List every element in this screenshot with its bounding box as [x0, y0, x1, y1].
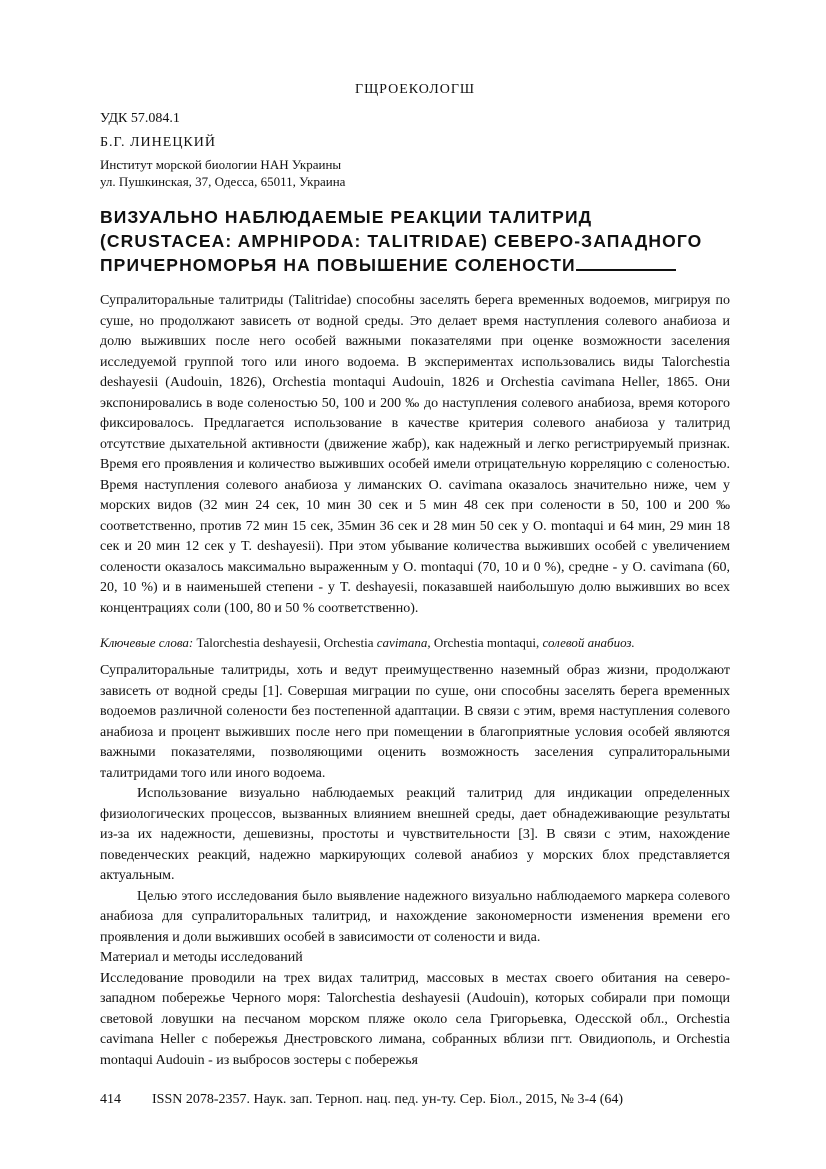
title-line-2: (CRUSTACEA: AMPHIPODA: TALITRIDAE) СЕВЕРО-ЗАПАДНОГО — [100, 231, 703, 251]
article-title — [100, 205, 740, 277]
body-paragraph: Исследование проводили на трех видах талитрид, массовых в местах своего обитания на северо-западном побережье Черного моря: Talorchestia deshayesii (Audouin), которых собирали при помощи световой ловушки на песчаном морском пляже около села Григорьевка, Одесской обл., Orchestia cavimana Heller с побережья Днестровского лимана, собранных вблизи пгт. Овидиополь, и Orchestia montaqui Audouin - из выбросов зостеры с побережья — [100, 970, 730, 1068]
udc-code: УДК 57.084.1 — [100, 111, 180, 126]
journal-section-header: ГЩРОЕКОЛОГШ — [354, 82, 476, 97]
keyword: Orchestia — [323, 635, 374, 650]
body-paragraph: Использование визуально наблюдаемых реакций талитрид для индикации определенных физиологических процессов, вызванных влиянием внешней среды, дает обнадеживающие результаты из-за их надежности, дешевизны, простоты и чувствительности [3]. В связи с этим, нахождение поведенческих реакций, надежно маркирующих солевой анабиоз у морских блох представляется актуальным. — [100, 786, 730, 883]
title-line-1: ВИЗУАЛЬНО НАБЛЮДАЕМЫЕ РЕАКЦИИ ТАЛИТРИД — [100, 207, 593, 227]
page-footer — [100, 1092, 730, 1108]
journal-citation: ISSN 2078-2357. Наук. зап. Терноп. нац. пед. ун-ту. Сер. Біол., 2015, № 3-4 (64) — [152, 1092, 624, 1107]
keyword: Orchestia montaqui, — [433, 635, 540, 650]
affiliation — [100, 156, 345, 190]
keywords — [100, 634, 730, 652]
keyword: Talorchestia deshayesii, — [196, 635, 321, 650]
institution-name: Институт морской биологии НАН Украины — [100, 157, 342, 172]
section-heading: Материал и методы исследований — [100, 950, 303, 965]
keywords-label: Ключевые слова: — [100, 635, 194, 650]
body-paragraph: Целью этого исследования было выявление надежного визуально наблюдаемого маркера солевого анабиоза для супралиторальных талитрид, и нахождение закономерности изменения времени его проявления и доли выживших особей в зависимости от солености и вида. — [100, 888, 730, 945]
abstract-text: Супралиторальные талитриды (Talitridae) способны заселять берега временных водоемов, мигрируя по суше, но продолжают зависеть от водной среды. Это делает время наступления солевого анабиоза и долю выживших после него особей важными показателями при оценке возможности заселения исследуемой группой того или иного водоема. В экспериментах использовались виды Talorchestia deshayesii (Audouin, 1826), Orchestia montaqui Audouin, 1826 и Orchestia cavimana Heller, 1865. Они экспонировались в воде соленостью 50, 100 и 200 ‰ до наступления солевого анабиоза, время которого фиксировалось. Предлагается использование в качестве критерия солевого анабиоза у талитрид отсутствие дыхательной активности (движение жабр), как надежный и легко регистрируемый признак. Время его проявления и количество выживших особей имели отрицательную корреляцию с соленостью. Время наступления солевого анабиоза у лиманских O. cavimana оказалось значительно ниже, чем у морских видов (32 мин 24 сек, 10 мин 30 сек и 5 мин 48 сек при солености в 50, 100 и 200 ‰ соответственно, против 72 мин 15 сек, 35мин 36 сек и 28 мин 50 сек у O. montaqui и 64 мин, 29 мин 18 сек и 20 мин 12 сек у T. deshayesii). При этом убывание количества выживших особей с увеличением солености оказалось максимально выраженным у O. montaqui (70, 10 и 0 %), средне - у O. cavimana (60, 20, 10 %) и в наименьшей степени - у T. deshayesii, показавшей наибольшую долю выживших во всех концентрациях соли (100, 80 и 50 % соответственно). — [100, 293, 730, 616]
title-line-3: ПРИЧЕРНОМОРЬЯ НА ПОВЫШЕНИЕ СОЛЕНОСТИ — [100, 255, 576, 275]
keyword: солевой анабиоз. — [542, 635, 635, 650]
page-number: 414 — [100, 1092, 121, 1107]
author-name: Б.Г. ЛИНЕЦКИЙ — [100, 135, 216, 150]
body-paragraph: Супралиторальные талитриды, хоть и ведут преимущественно наземный образ жизни, продолжают зависеть от водной среды [1]. Совершая миграции по суше, они способны заселять берега временных водоемов различной солености без постепенной адаптации. В связи с этим, время наступления солевого анабиоза и процент выживших после него при помещении в благоприятные условия особей являются важными показателями, позволяющими оценить возможность заселения супралиторальными талитридами того или иного водоема. — [100, 663, 730, 781]
keyword: cavimana, — [376, 635, 431, 650]
title-underline-rule — [576, 255, 676, 271]
article-body — [100, 661, 730, 1071]
institution-address: ул. Пушкинская, 37, Одесса, 65011, Украина — [100, 174, 346, 189]
